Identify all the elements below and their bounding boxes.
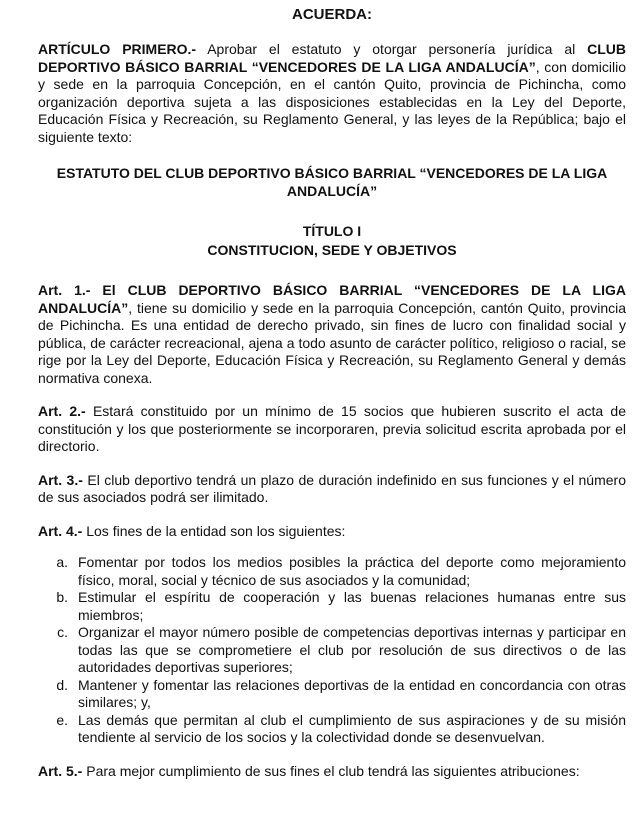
list-item bbox=[38, 624, 626, 677]
titulo-subject: CONSTITUCION, SEDE Y OBJETIVOS bbox=[207, 242, 457, 258]
list-marker: c. bbox=[57, 624, 68, 640]
article-1 bbox=[38, 282, 626, 387]
article-4 bbox=[38, 523, 626, 541]
articulo-primero-text1: Aprobar el estatuto y otorgar personería jurídica al bbox=[196, 41, 588, 57]
article-5-text: Para mejor cumplimiento de sus fines el club tendrá las siguientes atribuciones: bbox=[82, 762, 580, 779]
list-item bbox=[38, 554, 626, 589]
list-text: Mantener y fomentar las relaciones deportivas de la entidad en concordancia con otras similares; y, bbox=[78, 676, 626, 710]
list-item bbox=[38, 677, 626, 712]
list-marker: d. bbox=[56, 676, 68, 693]
list-item bbox=[38, 589, 626, 624]
titulo-number: TÍTULO I bbox=[302, 223, 362, 239]
article-4-text: Los fines de la entidad son los siguientes: bbox=[82, 522, 346, 539]
article-3 bbox=[38, 472, 626, 507]
list-text: Organizar el mayor número posible de competencias deportivas internas y participar en todas las que se comprometiere el club por resolución de sus directivos o de las autoridades deportivas superiores; bbox=[78, 624, 626, 675]
article-1-name: El CLUB DEPORTIVO BÁSICO BARRIAL “VENCEDORES DE LA LIGA ANDALUCÍA” bbox=[38, 282, 626, 316]
list-text: Fomentar por todos los medios posibles la práctica del deporte como mejoramiento físico, moral, social y técnico de sus asociados y la comunidad; bbox=[78, 554, 626, 588]
list-text: Las demás que permitan al club el cumplimiento de sus aspiraciones y de su misión tendiente al servicio de los socios y la colectividad donde se desenvuelvan. bbox=[78, 711, 626, 745]
list-item bbox=[38, 712, 626, 747]
article-2 bbox=[38, 403, 626, 456]
article-2-label: Art. 2.- bbox=[38, 403, 86, 419]
list-marker: a. bbox=[56, 554, 68, 570]
article-1-text: , tiene su domicilio y sede en la parroquia Concepción, cantón Quito, provincia de Pichincha. Es una entidad de derecho privado, sin fines de lucro con finalidad social y pública, de carácter recreacional, ajena a todo asunto de carácter político, religioso o racial, se rige por la Ley del Deporte, Educación Física y Recreación, su Reglamento General y demás normativa conexa. bbox=[38, 299, 626, 386]
list-marker: e. bbox=[56, 711, 68, 728]
statute-title: ESTATUTO DEL CLUB DEPORTIVO BÁSICO BARRIAL “VENCEDORES DE LA LIGA ANDALUCÍA” bbox=[56, 165, 608, 199]
article-2-text: Estará constituido por un mínimo de 15 socios que hubieren suscrito el acta de constitución y los que posteriormente se incorporaren, previa solicitud escrita aprobada por el directorio. bbox=[38, 403, 627, 454]
club-name: CLUB DEPORTIVO BÁSICO BARRIAL “VENCEDORES DE LA LIGA ANDALUCÍA” bbox=[38, 41, 626, 75]
article-1-label: Art. 1.- bbox=[38, 282, 91, 298]
articulo-primero-text2: , con domicilio y sede en la parroquia Concepción, en el cantón Quito, provincia de Pichincha, como organización deportiva sujeta a las disposiciones establecidas en la Ley del Deporte, Educación Física y Recreación, su Reglamento General, y las leyes de la República; bajo el siguiente texto: bbox=[38, 58, 627, 145]
article-5 bbox=[38, 763, 626, 781]
article-4-list bbox=[38, 554, 626, 747]
heading-acuerda: ACUERDA: bbox=[292, 6, 372, 23]
list-marker: b. bbox=[56, 589, 68, 605]
document-page bbox=[38, 6, 626, 796]
articulo-primero-label: ARTÍCULO PRIMERO.- bbox=[38, 41, 197, 57]
article-4-label: Art. 4.- bbox=[38, 522, 83, 539]
article-5-label: Art. 5.- bbox=[38, 762, 83, 779]
article-3-text: El club deportivo tendrá un plazo de duración indefinido en sus funciones y el número de sus asociados podrá ser ilimitado. bbox=[38, 471, 626, 505]
list-text: Estimular el espíritu de cooperación y las buenas relaciones humanas entre sus miembros; bbox=[78, 589, 626, 623]
articulo-primero bbox=[38, 41, 626, 146]
titulo-heading bbox=[38, 222, 626, 260]
article-3-label: Art. 3.- bbox=[38, 471, 83, 488]
